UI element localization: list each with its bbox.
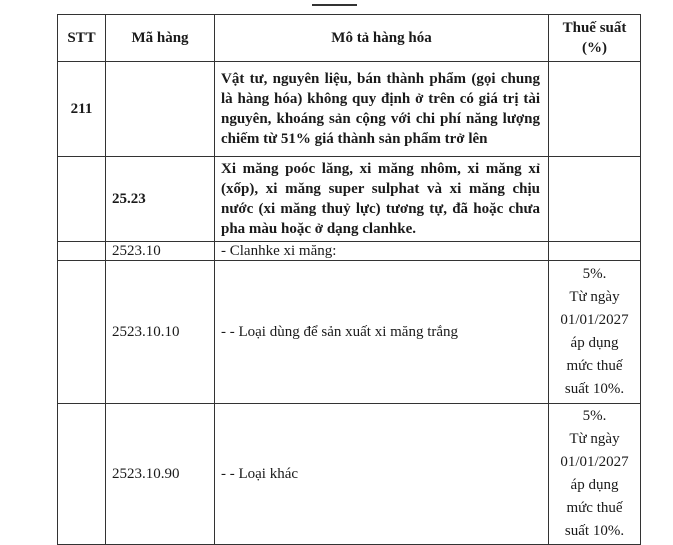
rate-line: 01/01/2027 [560,312,629,328]
rate-line: áp dụng [570,335,619,351]
row-stt [58,242,106,261]
row-description: - - Loại khác [215,404,549,545]
table-row [58,62,641,157]
rate-line: Từ ngày [569,431,620,447]
table-row [58,157,641,242]
header-rate [549,15,641,62]
top-rule-mark [312,4,357,6]
row-code [106,62,215,157]
table-row [58,404,641,545]
row-rate [549,157,641,242]
rate-line: mức thuế [566,500,623,516]
header-rate-line2: (%) [582,40,607,56]
row-stt [58,157,106,242]
header-stt: STT [58,15,106,62]
row-code: 2523.10 [106,242,215,261]
rate-line: Từ ngày [569,289,620,305]
table-row [58,242,641,261]
rate-line: 5%. [582,408,607,424]
row-stt [58,404,106,545]
row-description: - - Loại dùng để sản xuất xi măng trắng [215,261,549,404]
header-description: Mô tả hàng hóa [215,15,549,62]
row-description: Vật tư, nguyên liệu, bán thành phẩm (gọi chung là hàng hóa) không quy định ở trên có giá trị tài nguyên, khoáng sản cộng với chi phí năng lượng chiếm từ 51% giá thành sản phẩm trở lên [215,62,549,157]
row-code: 2523.10.90 [106,404,215,545]
row-description: Xi măng poóc lăng, xi măng nhôm, xi măng xỉ (xốp), xi măng super sulphat và xi măng chịu nước (xi măng thuỷ lực) tương tự, đã hoặc chưa pha màu hoặc ở dạng clanhke. [215,157,549,242]
rate-line: 01/01/2027 [560,454,629,470]
rate-line: mức thuế [566,358,623,374]
row-stt: 211 [58,62,106,157]
row-code: 2523.10.10 [106,261,215,404]
row-stt [58,261,106,404]
row-rate [549,242,641,261]
rate-line: áp dụng [570,477,619,493]
header-rate-line1: Thuế suất [562,20,627,36]
row-description: - Clanhke xi măng: [215,242,549,261]
tariff-table [57,14,641,545]
row-rate [549,62,641,157]
header-code: Mã hàng [106,15,215,62]
row-rate [549,404,641,545]
rate-line: suất 10%. [564,381,625,397]
table-row [58,261,641,404]
rate-line: suất 10%. [564,523,625,539]
rate-line: 5%. [582,266,607,282]
row-rate [549,261,641,404]
table-header-row [58,15,641,62]
row-code: 25.23 [106,157,215,242]
